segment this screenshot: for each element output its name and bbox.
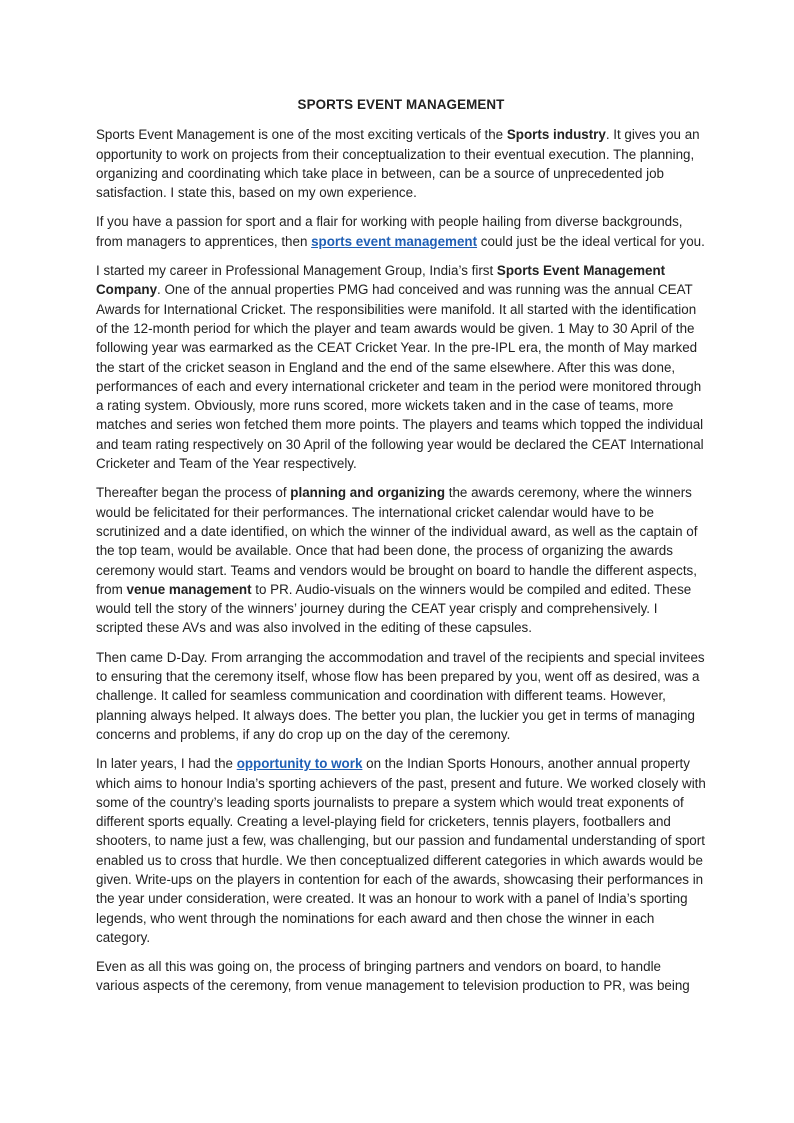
- paragraph-career-text-end: . One of the annual properties PMG had conceived and was running was the annual CEAT Awards for International Cricket. The responsibilities were manifold. It all started with the identification of the 12-month period for which the player and team awards would be given. 1 May to 30 April of the following year was earmarked as the CEAT Cricket Year. In the pre-IPL era, the month of May marked the start of the cricket season in England and the end of the same elsewhere. After this was done, performances of each and every international cricketer and team in the period were monitored through a rating system. Obviously, more runs scored, more wickets taken and in the case of teams, more matches and series won fetched them more points. The players and teams which topped the individual and team rating respectively on 30 April of the following year would be declared the CEAT International Cricketer and Team of the Year respectively.: [96, 282, 704, 472]
- paragraph-d-day-text: Then came D-Day. From arranging the accommodation and travel of the recipients and special invitees to ensuring that the ceremony itself, whose flow has been prepared by you, went off as desired, was a challenge. It called for seamless communication and coordination with different teams. However, planning always helped. It always does. The better you plan, the luckier you get in terms of managing concerns and problems, if any do crop up on the day of the ceremony.: [96, 649, 705, 742]
- bold-planning-and-organizing: planning and organizing: [290, 485, 446, 501]
- bold-sports-event-management-company: Sports Event Management Company: [96, 263, 666, 298]
- paragraph-intro-text-start: Sports Event Management is one of the most exciting verticals of the: [96, 127, 507, 143]
- paragraph-sports-honours-text-start: In later years, I had the: [96, 756, 237, 772]
- paragraph-passion: [96, 212, 706, 251]
- paragraph-planning-text-middle: the awards ceremony, where the winners would be felicitated for their performances. The international cricket calendar would have to be scrutinized and a date identified, on which the winner of the individual award, as well as the captain of the top team, would be available. Once that had been done, the process of organizing the awards ceremony would start. Teams and vendors would be brought on board to handle the different aspects, from: [96, 485, 698, 597]
- paragraph-planning: [96, 483, 706, 637]
- paragraph-intro: [96, 125, 706, 202]
- paragraph-career: [96, 261, 706, 473]
- paragraph-passion-text-start: If you have a passion for sport and a flair for working with people hailing from diverse backgrounds, from managers to apprentices, then: [96, 214, 683, 249]
- bold-sports-industry: Sports industry: [506, 127, 606, 143]
- bold-venue-management: venue management: [126, 581, 252, 597]
- paragraph-planning-text-end: to PR. Audio-visuals on the winners would be compiled and edited. These would tell the story of the winners’ journey during the CEAT year crisply and comprehensively. I scripted these AVs and was also involved in the editing of these capsules.: [96, 581, 692, 636]
- paragraph-intro-text-end: . It gives you an opportunity to work on projects from their conceptualization to their eventual execution. The planning, organizing and coordinating which take place in between, can be a source of unprecedented job satisfaction. I state this, based on my own experience.: [96, 127, 700, 201]
- paragraph-d-day: [96, 648, 706, 744]
- paragraph-partners-text: Even as all this was going on, the process of bringing partners and vendors on board, to handle various aspects of the ceremony, from venue management to television production to PR, was being: [96, 959, 690, 994]
- opportunity-to-work-link[interactable]: opportunity to work: [236, 756, 363, 772]
- sports-event-management-link[interactable]: sports event management: [311, 233, 478, 249]
- paragraph-sports-honours-text-end: on the Indian Sports Honours, another annual property which aims to honour India’s sporting achievers of the past, present and future. We worked closely with some of the country’s leading sports journalists to prepare a system which would treat exponents of different sports equally. Creating a level-playing field for cricketers, tennis players, footballers and shooters, to name just a few, was challenging, but our passion and fundamental understanding of sport enabled us to cross that hurdle. We then conceptualized different categories in which awards would be given. Write-ups on the players in contention for each of the awards, showcasing their performances in the year under consideration, were created. It was an honour to work with a panel of India’s sporting legends, who went through the nominations for each award and then chose the winner in each category.: [96, 756, 706, 945]
- paragraph-planning-text-start: Thereafter began the process of: [96, 485, 291, 501]
- paragraph-partners: [96, 957, 706, 996]
- paragraph-passion-text-end: could just be the ideal vertical for you.: [477, 233, 705, 249]
- paragraph-career-text-start: I started my career in Professional Management Group, India’s first: [96, 263, 497, 279]
- document-page: [96, 95, 706, 1006]
- paragraph-sports-honours: [96, 754, 706, 947]
- document-title: SPORTS EVENT MANAGEMENT: [297, 97, 505, 112]
